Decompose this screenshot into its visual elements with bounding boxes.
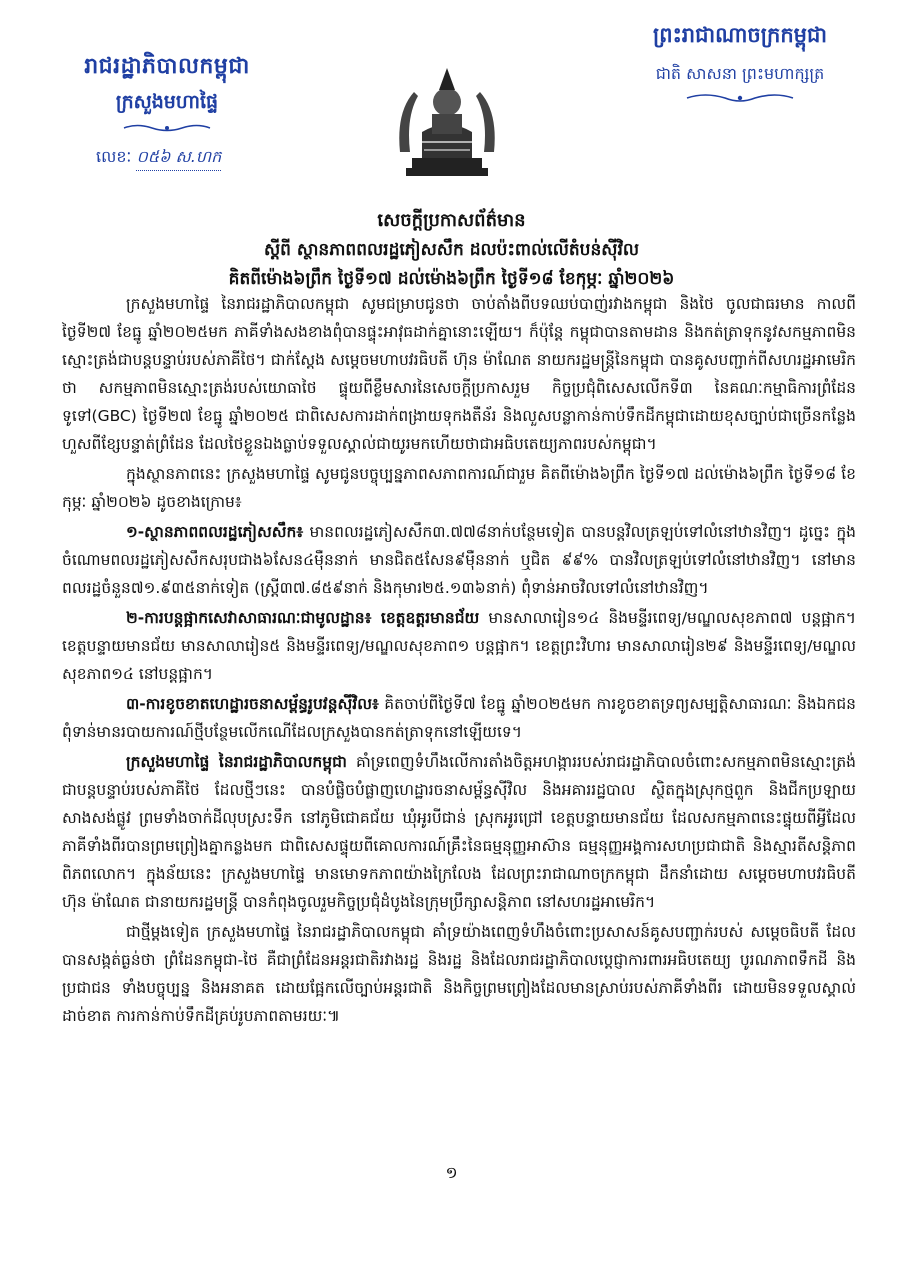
national-motto: ជាតិ សាសនា ព្រះមហាក្សត្រ (655, 64, 825, 83)
ornament-icon (605, 91, 875, 109)
paragraph-infrastructure: ៣-ការខូចខាតហេដ្ឋារចនាសម្ព័ន្ធរូបវន្តស៊ីវិល៖ គិតចាប់ពីថ្ងៃទី៧ ខែធ្នូ ឆ្នាំ២០២៥មក ការខូចខាតទ្រព្យសម្បត្តិសាធារណៈ និងឯកជន ពុំទាន់មានរបាយការណ៍ថ្មីបន្ថែមលើកណើដែលក្រសួងបានកត់ត្រាទុកនៅឡើយទេ។ (62, 695, 856, 741)
document-body (62, 290, 856, 1032)
government-title: រាជរដ្ឋាភិបាលកម្ពុជា (84, 54, 250, 79)
document-title: សេចក្តីប្រកាសព័ត៌មាន (377, 210, 526, 231)
kingdom-title: ព្រះរាជាណាចក្រកម្ពុជា (652, 23, 827, 47)
header-right (605, 22, 875, 109)
paragraph: ក្រសួងមហាផ្ទៃ នៃរាជរដ្ឋាភិបាលកម្ពុជា សូមជម្រាបជូនថា ចាប់តាំងពីបទឈប់បាញ់រវាងកម្ពុជា និងថៃ ចូលជាធរមាន កាលពីថ្ងៃទី២៧ ខែធ្នូ ឆ្នាំ២០២៥មក ភាគីទាំងសងខាងពុំបានផ្ទុះអាវុធដាក់គ្នានោះឡើយ។ ក៏ប៉ុន្តែ កម្ពុជាបានតាមដាន និងកត់ត្រាទុកនូវសកម្មភាពមិនស្មោះត្រង់ជាបន្តបន្ទាប់របស់ភាគីថៃ។ ជាក់ស្តែង សម្តេចមហាបវរធិបតី ហ៊ុន ម៉ាណែត នាយករដ្ឋមន្ត្រីនៃកម្ពុជា បានគូសបញ្ជាក់ពីសហរដ្ឋអាមេរិកថា សកម្មភាពមិនស្មោះត្រង់របស់យោធាថៃ ផ្ទុយពីខ្លឹមសារនៃសេចក្តីប្រកាសរួម កិច្ចប្រជុំពិសេសលើកទី៣ នៃគណៈកម្មាធិការព្រំដែនទូទៅ(GBC) ថ្ងៃទី២៧ ខែធ្នូ ឆ្នាំ២០២៥ ជាពិសេសការដាក់ពង្រាយទុកងតឺន័រ និងលួសបន្លាកាន់កាប់ទឹកដីកម្ពុជាដោយខុសច្បាប់ជាច្រើនកន្លែង ហួសពីខ្សែបន្ទាត់ព្រំដែន ដែលថៃខ្លួនឯងធ្លាប់ទទួលស្គាល់ជាយូរមកហើយថាជាអធិបតេយ្យភាពរបស់កម្ពុជា។ (62, 295, 856, 453)
paragraph-refugees: ១-ស្ថានភាពពលរដ្ឋភៀសសឹក៖ មានពលរដ្ឋភៀសសឹក៣.៧៧៨នាក់បន្ថែមទៀត បានបន្តវិលត្រឡប់ទៅលំនៅឋានវិញ។ ដូច្នេះ ក្នុងចំណោមពលរដ្ឋភៀសសឹកសរុបជាង៦សែន៤ម៉ឺននាក់ មានជិត៥សែន៩ម៉ឺននាក់ ឬជិត ៩៩% បានវិលត្រឡប់ទៅលំនៅឋានវិញ។ នៅមានពលរដ្ឋចំនួន៧១.៩៣៥នាក់ទៀត (ស្ត្រី៣៧.៨៥៩នាក់ និងកុមារ២៥.១៣៦នាក់) ពុំទាន់អាចវិលទៅលំនៅឋានវិញ។ (62, 523, 856, 597)
paragraph-conclusion: ជាថ្មីម្តងទៀត ក្រសួងមហាផ្ទៃ នៃរាជរដ្ឋាភិបាលកម្ពុជា គាំទ្រយ៉ាងពេញទំហឹងចំពោះប្រសាសន៍គូសបញ្ជាក់របស់ សម្តេចធិបតី ដែលបានសង្កត់ធ្ងន់ថា ព្រំដែនកម្ពុជា-ថៃ គឺជាព្រំដែនអន្តរជាតិរវាងរដ្ឋ និងរដ្ឋ និងដែលរាជរដ្ឋាភិបាលប្តេជ្ញាការពារអធិបតេយ្យ បូរណភាពទឹកដី និងប្រជាជន ទាំងបច្ចុប្បន្ន និងអនាគត ដោយផ្អែកលើច្បាប់អន្តរជាតិ និងកិច្ចព្រមព្រៀងដែលមានស្រាប់របស់ភាគីទាំងពីរ ដោយមិនទទួលស្គាល់ដាច់ខាត ការកាន់កាប់ទឹកដីគ្រប់រូបភាពតាមរយៈ៕ (62, 923, 856, 1025)
paragraph: ក្នុងស្ថានភាពនេះ ក្រសួងមហាផ្ទៃ សូមជូនបច្ចុប្បន្នភាពសភាពការណ៍ជារួម គិតពីម៉ោង៦ព្រឹក ថ្ងៃទី១៧ ដល់ម៉ោង៦ព្រឹក ថ្ងៃទី១៨ ខែកុម្ភៈ ឆ្នាំ២០២៦ ដូចខាងក្រោម៖ (62, 465, 856, 511)
document-titles (40, 208, 863, 293)
reference-number (62, 146, 272, 171)
ref-label: លេខៈ (96, 147, 132, 166)
header-left (62, 52, 272, 171)
page-number: ១ (445, 1163, 458, 1182)
royal-emblem-icon (392, 62, 502, 180)
paragraph-ministry-support: ក្រសួងមហាផ្ទៃ នៃរាជរដ្ឋាភិបាលកម្ពុជា គាំទ្រពេញទំហឹងលើការតាំងចិត្តអហង្ការរបស់រាជរដ្ឋាភិបាលចំពោះសកម្មភាពមិនស្មោះត្រង់ជាបន្តបន្ទាប់របស់ភាគីថៃ ដែលថ្មីៗនេះ បានបំផ្លិចបំផ្លាញហេដ្ឋារចនាសម្ព័ន្ធស៊ីវិល និងអគាររដ្ឋបាល ស្ថិតក្នុងស្រុកថ្មពួក និងជីកប្រឡាយ សាងសង់ផ្លូវ ព្រមទាំងចាក់ដីលុបស្រះទឹក នៅភូមិជោគជ័យ ឃុំអូរបីជាន់ ស្រុកអូរជ្រៅ ខេត្តបន្ទាយមានជ័យ ដែលសកម្មភាពនេះផ្ទុយពីអ្វីដែលភាគីទាំងពីរបានព្រមព្រៀងគ្នាកន្លងមក ជាពិសេសផ្ទុយពីគោលការណ៍គ្រឹះនៃធម្មនុញ្ញអាស៊ាន ធម្មនុញ្ញអង្គការសហប្រជាជាតិ និងស្មារតីសន្តិភាពពិភពលោក។ ក្នុងន័យនេះ ក្រសួងមហាផ្ទៃ មានមោទកភាពយ៉ាងក្រៃលែង ដែលព្រះរាជាណាចក្រកម្ពុជា ដឹកនាំដោយ សម្តេចមហាបវរធិបតី ហ៊ុន ម៉ាណែត ជានាយករដ្ឋមន្ត្រី បានកំពុងចូលរួមកិច្ចប្រជុំដំបូងនៃក្រុមប្រឹក្សាសន្តិភាព នៅសហរដ្ឋអាមេរិក។ (62, 753, 856, 911)
ref-value: ០៥៦ ស.ហក (136, 146, 221, 171)
ornament-icon (62, 122, 272, 138)
report-period: គិតពីម៉ោង៦ព្រឹក ថ្ងៃទី១៧ ដល់ម៉ោង៦ព្រឹក ថ្ងៃទី១៨ ខែកុម្ភៈ ឆ្នាំ២០២៦ (228, 269, 675, 289)
paragraph-public-services: ២-ការបន្តផ្អាកសេវាសាធារណៈជាមូលដ្ឋាន៖ ខេត្តឧត្តរមានជ័យ មានសាលារៀន១៤ និងមន្ទីរពេទ្យ/មណ្ឌលសុខភាព៧ បន្តផ្អាក។ ខេត្តបន្ទាយមានជ័យ មានសាលារៀន៥ និងមន្ទីរពេទ្យ/មណ្ឌលសុខភាព១ បន្តផ្អាក។ ខេត្តព្រះវិហារ មានសាលារៀន២៩ និងមន្ទីរពេទ្យ/មណ្ឌលសុខភាព១៤ នៅបន្តផ្អាក។ (62, 609, 856, 683)
document-subject: ស្តីពី ស្ថានភាពពលរដ្ឋភៀសសឹក ដលប៉ះពាល់លើតំបន់ស៊ីវិល (263, 240, 640, 260)
ministry-name: ក្រសួងមហាផ្ទៃ (115, 91, 219, 113)
